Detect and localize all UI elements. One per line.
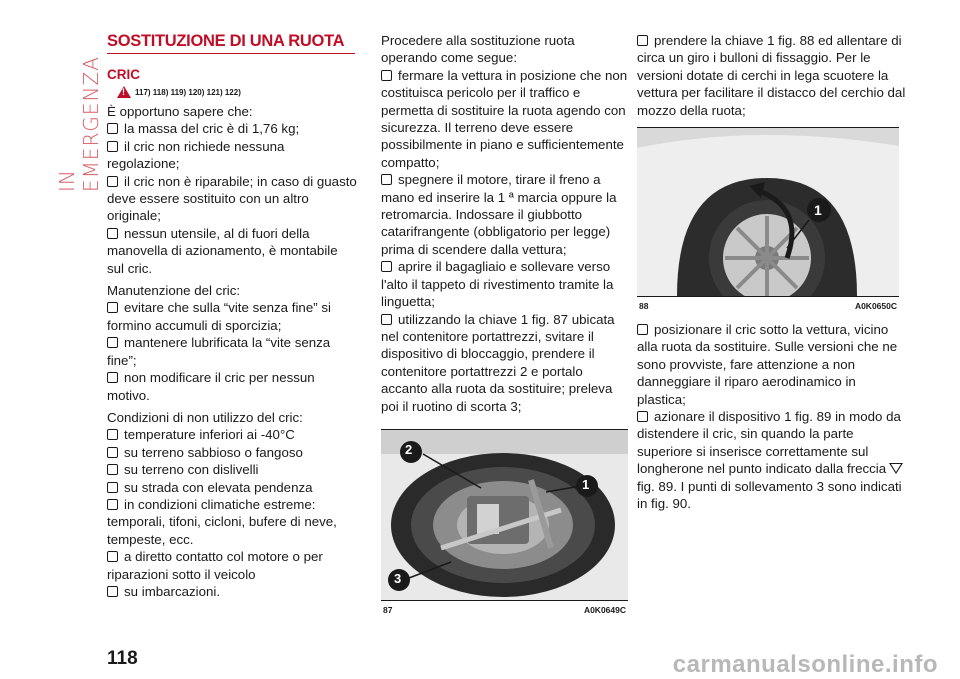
list-item: in condizioni climatiche estreme: temporali, tifoni, cicloni, bufere di neve, tempeste, ecc.: [107, 496, 357, 548]
watermark: carmanualsonline.info: [672, 651, 938, 678]
car-wheel-illustration: [637, 128, 899, 296]
list-item: spegnere il motore, tirare il freno a mano ed inserire la 1 ª marcia oppure la retromarcia. Indossare il giubbotto catarifrangente (obbligatorio per legge) prima di scendere dalla vettura;: [381, 171, 631, 258]
list-item: utilizzando la chiave 1 fig. 87 ubicata nel contenitore portattrezzi, svitare il dispositivo di bloccaggio, prendere il contenitore portattrezzi 2 e portalo accanto alla ruota da sostituire; preleva poi il ruotino di scorta 3;: [381, 311, 631, 415]
list-item: non modificare il cric per nessun motivo.: [107, 369, 357, 404]
callout-1: 1: [582, 477, 590, 492]
page-title: SOSTITUZIONE DI UNA RUOTA: [107, 32, 355, 54]
column-2: [381, 32, 631, 615]
list-item: la massa del cric è di 1,76 kg;: [107, 120, 357, 137]
list-item: su terreno con dislivelli: [107, 461, 357, 478]
list-item: posizionare il cric sotto la vettura, vicino alla ruota da sostituire. Sulle versioni che ne sono provviste, fare attenzione a non danneggiare il riparo aerodinamico in plastica;: [637, 321, 907, 408]
figure-number: 87: [383, 605, 393, 615]
list-item: nessun utensile, al di fuori della manovella di azionamento, è montabile sul cric.: [107, 225, 357, 277]
figure-number: 88: [639, 301, 649, 312]
spare-wheel-illustration: [381, 430, 628, 600]
figure-caption: [637, 297, 899, 311]
figure-code: A0K0649C: [583, 605, 626, 615]
list-item: azionare il dispositivo 1 fig. 89 in modo da distendere il cric, sin quando la parte superiore si inserisce correttamente sul longherone nel punto indicato dalla frecciafig. 89. I punti di sollevamento 3 sono indicati in fig. 90.: [637, 408, 907, 512]
paragraph: È opportuno sapere che:: [107, 104, 253, 119]
list-item: mantenere lubrificata la “vite senza fine”;: [107, 334, 357, 369]
list-item: temperature inferiori ai -40°C: [107, 426, 357, 443]
column-1: [107, 32, 357, 600]
callout-1: 1: [814, 202, 822, 219]
paragraph: Condizioni di non utilizzo del cric:: [107, 409, 303, 425]
list-item: fermare la vettura in posizione che non costituisca pericolo per il traffico e permetta di sostituire la ruota agendo con sicurezza. Il terreno deve essere possibilmente in piano e sufficientemente compatto;: [381, 67, 631, 171]
figure-87: [381, 429, 628, 615]
list-item: aprire il bagagliaio e sollevare verso l'alto il tappeto di rivestimento tramite la linguetta;: [381, 258, 631, 310]
arrow-down-icon: [889, 463, 903, 474]
list-item: su strada con elevata pendenza: [107, 479, 357, 496]
list-item: evitare che sulla “vite senza fine” si formino accumuli di sporcizia;: [107, 299, 357, 334]
paragraph: Procedere alla sostituzione ruota operando come segue:: [381, 33, 575, 66]
figure-code: A0K0650C: [854, 301, 897, 312]
callout-3: 3: [394, 571, 402, 586]
figure-caption: [381, 601, 628, 615]
warning-icon: [117, 86, 131, 98]
column-3: [637, 32, 907, 513]
list-item: prendere la chiave 1 fig. 88 ed allentare di circa un giro i bulloni di fissaggio. Per le versioni dotate di cerchi in lega scuotere la vettura per facilitare il distacco del cerchio dal mozzo della ruota;: [637, 33, 906, 118]
page-number: 118: [107, 648, 138, 669]
callout-2: 2: [405, 442, 413, 457]
list-item: su terreno sabbioso o fangoso: [107, 444, 357, 461]
warning-refs: ! 117) 118) 119) 120) 121) 122): [107, 86, 357, 98]
list-item: il cric non richiede nessuna regolazione;: [107, 138, 357, 173]
section-side-label: IN EMERGENZA: [55, 56, 103, 192]
list-item: il cric non è riparabile; in caso di guasto deve essere sostituito con un altro originale;: [107, 173, 357, 224]
paragraph: Manutenzione del cric:: [107, 283, 241, 299]
list-item: su imbarcazioni.: [107, 583, 357, 600]
figure-88: [637, 127, 899, 311]
list-item: a diretto contatto col motore o per riparazioni sotto il veicolo: [107, 548, 357, 583]
section-subtitle: CRIC: [107, 67, 140, 82]
